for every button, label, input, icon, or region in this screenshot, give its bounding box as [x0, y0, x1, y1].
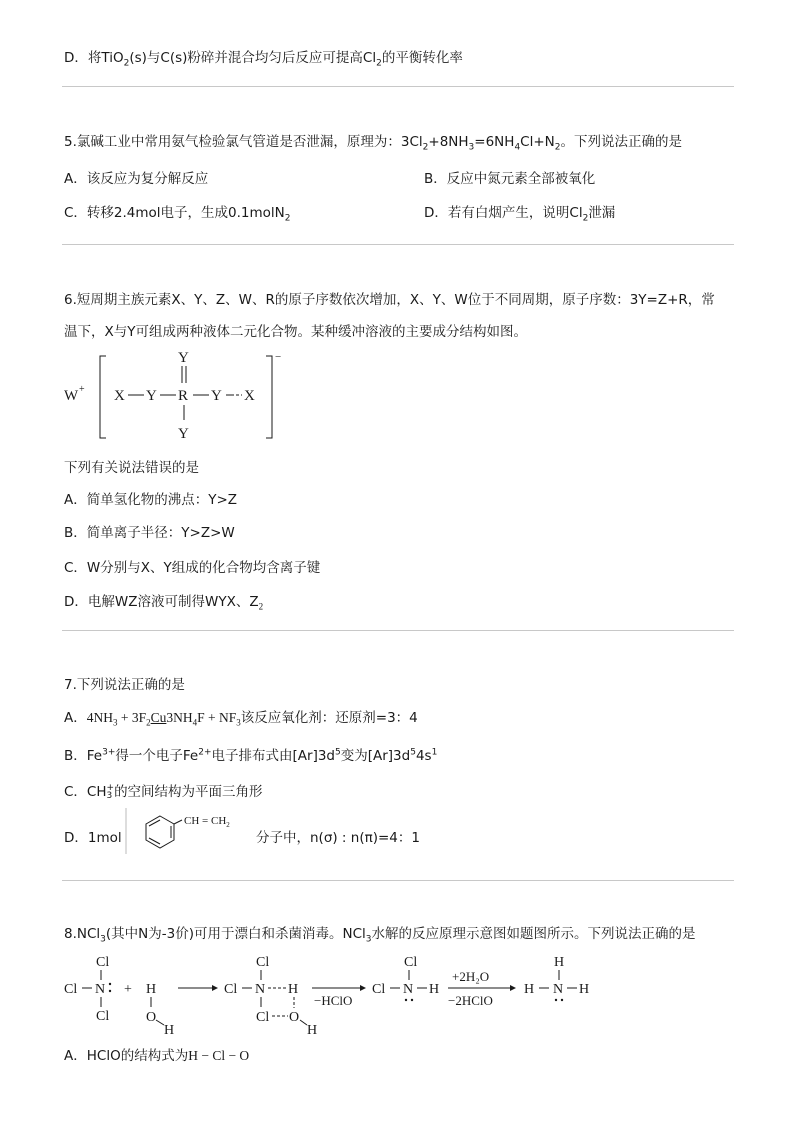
- q6-question: 下列有关说法错误的是: [64, 460, 199, 476]
- catalyst-cu: Cu: [150, 710, 167, 725]
- q7-option-c: C．CH + 3 的空间结构为平面三角形: [64, 783, 263, 801]
- x-atom-right: X: [244, 388, 255, 404]
- cl-atom: Cl: [96, 955, 110, 970]
- q5-option-c: C．转移2.4mol电子，生成0.1molN$_2$: [64, 205, 291, 224]
- h-atom: H: [429, 982, 440, 997]
- lone-pair-dot: [561, 999, 563, 1001]
- o-atom: O: [289, 1010, 300, 1025]
- q5-stem: 5.氯碱工业中常用氨气检验氯气管道是否泄漏，原理为：$3Cl_2+8NH_3=6NH_4Cl+N_2$。下列说法正确的是: [64, 134, 682, 153]
- cl-atom: Cl: [96, 1009, 110, 1024]
- y-atom-right: Y: [211, 388, 222, 404]
- lone-pair-dot: [405, 999, 407, 1001]
- vinyl-group: CH = $CH_2$: [184, 815, 230, 829]
- lone-pair-dot: [109, 990, 111, 992]
- arrow-head-icon: [360, 985, 366, 991]
- q6-option-a: A．简单氢化物的沸点：Y>Z: [64, 492, 238, 508]
- cl-atom: Cl: [404, 955, 418, 970]
- h-atom: H: [579, 982, 590, 997]
- cl-atom: Cl: [64, 982, 78, 997]
- lone-pair-dot: [555, 999, 557, 1001]
- q7-option-d-label: D．1mol: [64, 830, 122, 846]
- q5-option-b: B．反应中氮元素全部被氧化: [424, 171, 596, 187]
- arrow1-label: −HClO: [314, 993, 353, 1008]
- w-atom: W: [64, 388, 79, 404]
- h-atom: H: [554, 955, 565, 970]
- cl-atom: Cl: [224, 982, 238, 997]
- r-atom: R: [178, 388, 189, 404]
- q6-stem-line2: 温下，X与Y可组成两种液体二元化合物。某种缓冲溶液的主要成分结构如图。: [64, 324, 527, 340]
- n-atom: N: [95, 982, 106, 997]
- q6-stem-line1: 6.短周期主族元素X、Y、Z、W、R的原子序数依次增加，X、Y、W位于不同周期，原子序数：3Y=Z+R，常: [64, 292, 715, 308]
- q6-structure-diagram: [60, 348, 300, 448]
- y-atom-left: Y: [146, 388, 157, 404]
- h-atom: H: [307, 1023, 318, 1038]
- bond: [300, 1020, 307, 1025]
- cl-atom: Cl: [256, 1010, 270, 1025]
- lone-pair-dot: [109, 983, 111, 985]
- h-atom: H: [524, 982, 535, 997]
- benzene-ring-icon: [146, 816, 174, 848]
- q4-option-d: D．将TiO$_2$(s)与C(s)粉碎并混合均匀后反应可提高$Cl_2$的平衡转化率: [64, 50, 463, 69]
- y-atom-bottom: Y: [178, 426, 189, 442]
- q7-option-b: B．$Fe^{3+}$得一个电子$Fe^{2+}$电子排布式由$[Ar]3d^5$变为$[Ar]3d^54s^1$: [64, 747, 438, 764]
- q5-option-a: A．该反应为复分解反应: [64, 171, 209, 187]
- n-atom: N: [255, 982, 266, 997]
- y-atom-top: Y: [178, 350, 189, 366]
- cl-atom: Cl: [256, 955, 270, 970]
- o-atom: O: [146, 1010, 157, 1025]
- q7-option-a: A．$4NH_3 + 3F_2Cu3NH_4F + NF_3$该反应氧化剂：还原剂=3：4: [64, 710, 418, 728]
- styrene-structure: [124, 808, 252, 854]
- q6-option-b: B．简单离子半径：Y>Z>W: [64, 525, 235, 541]
- anion-charge: −: [275, 351, 282, 363]
- h-atom: H: [288, 982, 299, 997]
- q6-option-d: D．电解WZ溶液可制得WYX、$Z_2$: [64, 594, 264, 612]
- lone-pair-dot: [411, 999, 413, 1001]
- bond: [174, 820, 182, 824]
- arrow-head-icon: [510, 985, 516, 991]
- divider: [62, 86, 734, 87]
- h-atom: H: [164, 1023, 175, 1038]
- n-atom: N: [403, 982, 414, 997]
- q8-reaction-scheme: [60, 950, 600, 1038]
- h-atom: H: [146, 982, 157, 997]
- plus-sign: +: [124, 982, 132, 997]
- q5-option-d: D．若有白烟产生，说明$Cl_2$泄漏: [424, 205, 616, 224]
- right-bracket: [266, 356, 272, 438]
- bond: [156, 1020, 164, 1025]
- left-bracket: [100, 356, 106, 438]
- q7-option-d-tail: 分子中，n(σ) : n(π)=4：1: [256, 830, 420, 846]
- q6-option-c: C．W分别与X、Y组成的化合物均含离子键: [64, 560, 321, 576]
- divider: [62, 244, 734, 245]
- arrow-head-icon: [212, 985, 218, 991]
- q8-stem: 8.NCl$_3$(其中N为-3价)可用于漂白和杀菌消毒。NCl$_3$水解的反应原理示意图如题图所示。下列说法正确的是: [64, 926, 696, 945]
- q7-stem: 7.下列说法正确的是: [64, 677, 185, 693]
- w-charge: +: [79, 384, 85, 395]
- n-atom: N: [553, 982, 564, 997]
- cl-atom: Cl: [372, 982, 386, 997]
- divider: [62, 880, 734, 881]
- q8-option-a: A．HClO的结构式为H − Cl − O: [64, 1048, 250, 1064]
- x-atom-left: X: [114, 388, 125, 404]
- arrow2-bottom-label: −2HClO: [448, 993, 493, 1008]
- arrow2-top-label: +2H₂O: [452, 969, 490, 984]
- divider: [62, 630, 734, 631]
